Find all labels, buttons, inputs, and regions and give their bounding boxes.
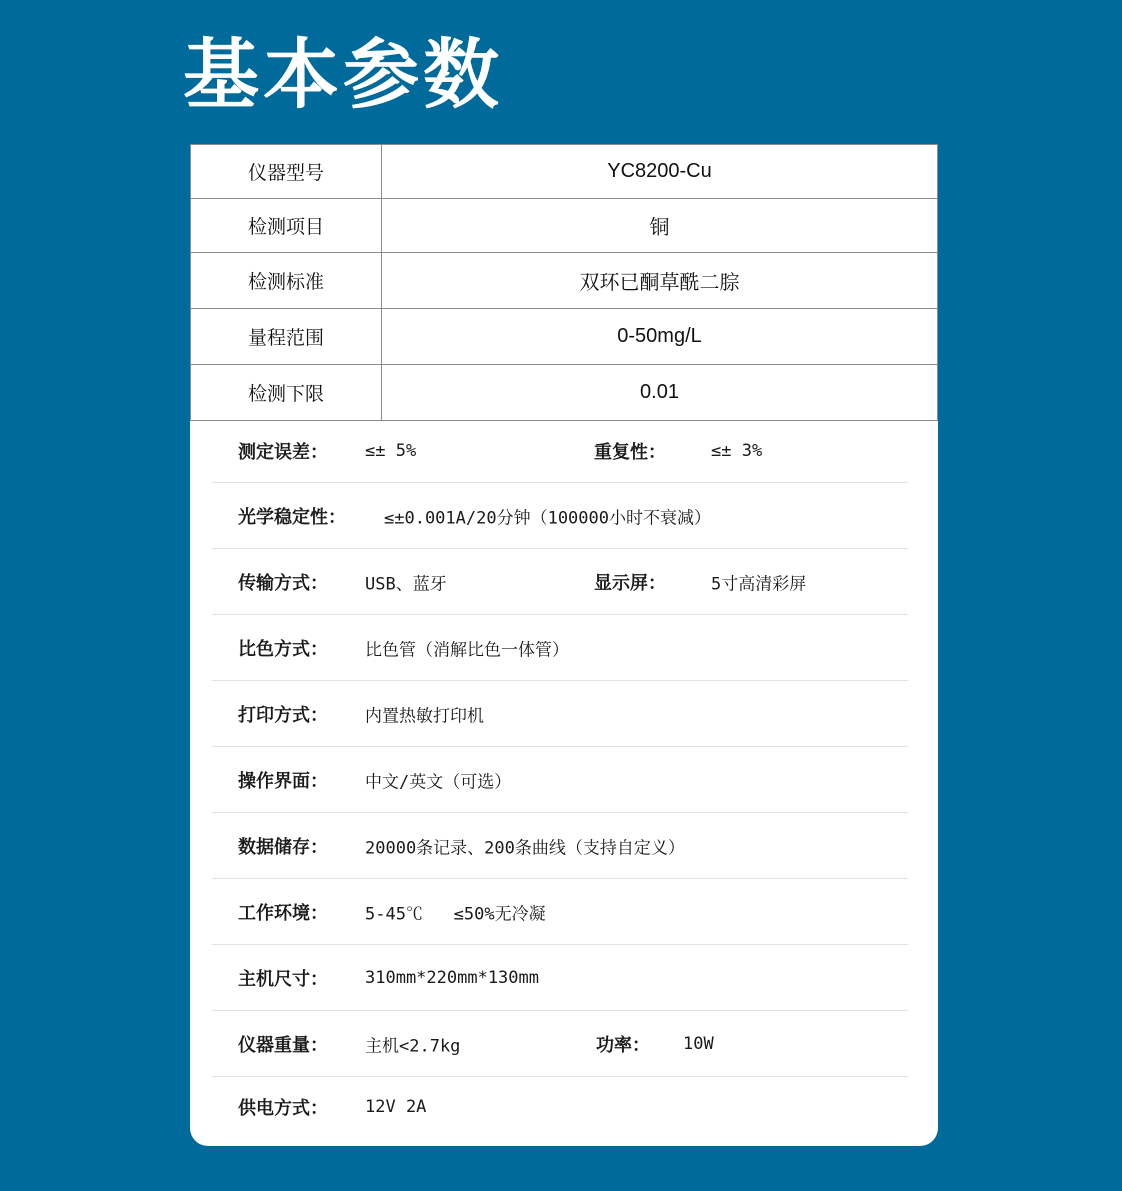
spec-label: 光学稳定性： [238, 506, 346, 528]
table-key-cell: 量程范围 [191, 309, 382, 365]
spec-value: 5寸高清彩屏 [711, 574, 807, 594]
spec-label: 传输方式： [238, 572, 328, 594]
spec-value: 12V 2A [365, 1097, 427, 1117]
spec-label: 仪器重量： [238, 1034, 328, 1056]
spec-label: 数据储存： [238, 836, 328, 858]
table-row [191, 145, 938, 199]
spec-label: 功率： [596, 1034, 650, 1056]
spec-row-storage [212, 813, 908, 879]
spec-value: ≤± 5% [365, 441, 417, 461]
spec-row-accuracy [212, 420, 908, 483]
spec-value: USB、蓝牙 [365, 574, 447, 594]
spec-label: 操作界面： [238, 770, 328, 792]
spec-row-transmission [212, 549, 908, 615]
spec-row-power-supply [212, 1077, 908, 1137]
table-row [191, 309, 938, 365]
spec-label: 重复性： [594, 442, 666, 463]
spec-value: 内置热敏打印机 [365, 706, 484, 726]
spec-label: 测定误差： [238, 442, 328, 463]
spec-row-colorimetric [212, 615, 908, 681]
table-value-cell: 0.01 [382, 365, 938, 421]
spec-value: 主机<2.7kg [365, 1036, 461, 1056]
spec-value: 比色管（消解比色一体管） [365, 640, 569, 660]
table-row [191, 365, 938, 421]
spec-label: 打印方式： [238, 704, 328, 726]
spec-value: 10W [683, 1033, 714, 1054]
table-row [191, 253, 938, 309]
table-row [191, 199, 938, 253]
spec-row-interface [212, 747, 908, 813]
spec-row-printing [212, 681, 908, 747]
spec-list [212, 420, 908, 1137]
parameter-table [190, 144, 938, 421]
spec-value: 5-45℃ ≤50%无冷凝 [365, 904, 546, 924]
spec-row-environment [212, 879, 908, 945]
table-key-cell: 检测下限 [191, 365, 382, 421]
spec-value: 20000条记录、200条曲线（支持自定义） [365, 838, 685, 858]
spec-value: 310mm*220mm*130mm [365, 967, 539, 988]
spec-value: ≤±0.001A/20分钟（100000小时不衰减） [384, 508, 711, 528]
table-key-cell: 仪器型号 [191, 145, 382, 199]
spec-label: 供电方式： [238, 1098, 328, 1119]
table-value-cell: 铜 [382, 199, 938, 253]
spec-label: 比色方式： [238, 638, 328, 660]
spec-row-dimensions [212, 945, 908, 1011]
spec-label: 工作环境： [238, 902, 328, 924]
spec-row-optical-stability [212, 483, 908, 549]
table-key-cell: 检测标准 [191, 253, 382, 309]
table-value-cell: 0-50mg/L [382, 309, 938, 365]
table-value-cell: 双环已酮草酰二腙 [382, 253, 938, 309]
spec-value: ≤± 3% [711, 441, 763, 461]
table-value-cell: YC8200-Cu [382, 145, 938, 199]
spec-value: 中文/英文（可选） [365, 772, 512, 792]
table-key-cell: 检测项目 [191, 199, 382, 253]
spec-row-weight [212, 1011, 908, 1077]
spec-label: 显示屏： [594, 572, 666, 594]
page-title: 基本参数 [183, 30, 503, 119]
spec-card [190, 144, 938, 1146]
spec-label: 主机尺寸： [238, 968, 328, 990]
